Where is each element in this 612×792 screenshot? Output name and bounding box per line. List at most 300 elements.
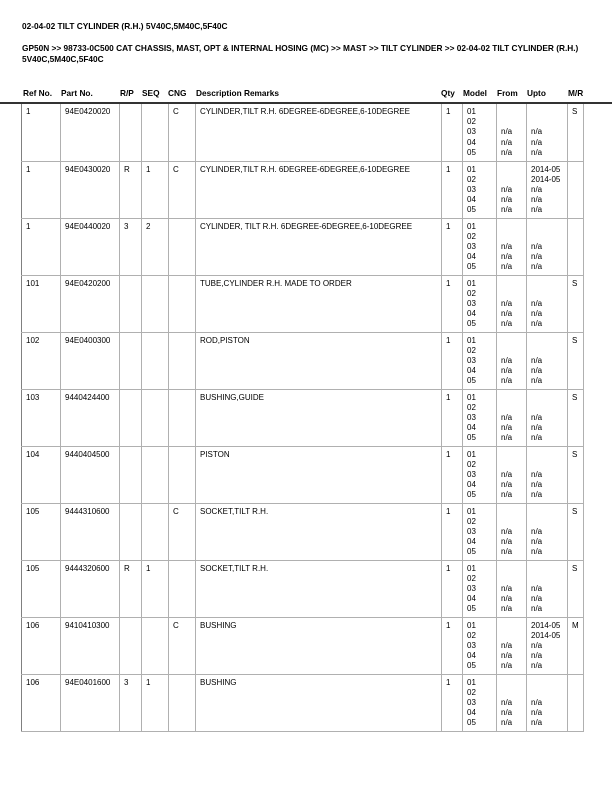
- model-value: 05: [467, 661, 476, 671]
- model-value: 04: [467, 423, 476, 433]
- model-value: 02: [467, 174, 476, 184]
- model-value: 02: [467, 630, 476, 640]
- from-cell: [497, 446, 527, 503]
- model-value: 05: [467, 547, 476, 557]
- cng-cell: [169, 560, 196, 617]
- model-value: 03: [467, 412, 476, 422]
- upto-value: n/a: [531, 127, 543, 137]
- part-no-cell: 94E0400300: [61, 332, 120, 389]
- header-ref-no: Ref No.: [23, 88, 53, 98]
- from-value: [501, 336, 522, 346]
- model-value: 04: [467, 195, 476, 205]
- from-value: n/a: [501, 594, 513, 604]
- from-value: [501, 289, 522, 299]
- upto-value: n/a: [531, 298, 543, 308]
- upto-value: [531, 289, 563, 299]
- part-no-cell: 94E0440020: [61, 218, 120, 275]
- upto-value: n/a: [531, 604, 543, 614]
- upto-value: n/a: [531, 376, 543, 386]
- from-value: [501, 460, 522, 470]
- from-value: n/a: [501, 490, 513, 500]
- description-cell: SOCKET,TILT R.H.: [196, 560, 442, 617]
- page-title: 02-04-02 TILT CYLINDER (R.H.) 5V40C,5M40C,5F40C: [22, 21, 228, 31]
- from-value: n/a: [501, 526, 513, 536]
- qty-cell: 1: [442, 275, 463, 332]
- cng-cell: [169, 674, 196, 731]
- qty-cell: 1: [442, 161, 463, 218]
- upto-value: [531, 564, 563, 574]
- model-value: 03: [467, 640, 476, 650]
- cng-cell: C: [169, 161, 196, 218]
- upto-value: n/a: [531, 651, 543, 661]
- model-value: 05: [467, 147, 476, 157]
- from-value: n/a: [501, 640, 513, 650]
- model-value: 01: [467, 620, 476, 630]
- upto-value: [531, 222, 563, 232]
- seq-cell: [142, 503, 169, 560]
- model-value: 04: [467, 137, 476, 147]
- part-no-cell: 9444310600: [61, 503, 120, 560]
- part-no-cell: 94E0420200: [61, 275, 120, 332]
- from-value: n/a: [501, 376, 513, 386]
- upto-value: n/a: [531, 594, 543, 604]
- rp-cell: [120, 389, 142, 446]
- upto-value: [531, 507, 563, 517]
- model-value: 01: [467, 563, 476, 573]
- upto-cell: [527, 218, 568, 275]
- header-description: Description Remarks: [196, 88, 280, 98]
- part-no-cell: 9410410300: [61, 617, 120, 674]
- from-value: [501, 175, 522, 185]
- cng-cell: C: [169, 503, 196, 560]
- description-cell: SOCKET,TILT R.H.: [196, 503, 442, 560]
- rp-cell: R: [120, 161, 142, 218]
- from-value: [501, 393, 522, 403]
- header-from: From: [497, 88, 518, 98]
- model-value: 05: [467, 604, 476, 614]
- from-value: [501, 574, 522, 584]
- model-value: 02: [467, 459, 476, 469]
- parts-table: [21, 104, 584, 732]
- description-cell: CYLINDER,TILT R.H. 6DEGREE-6DEGREE,6-10DEGREE: [196, 104, 442, 161]
- description-cell: BUSHING: [196, 617, 442, 674]
- upto-cell: [527, 560, 568, 617]
- ref-no-cell: 105: [22, 560, 61, 617]
- ref-no-cell: 103: [22, 389, 61, 446]
- ref-no-cell: 106: [22, 617, 61, 674]
- upto-value: 2014-05: [531, 164, 561, 174]
- model-value: 03: [467, 697, 476, 707]
- upto-value: n/a: [531, 547, 543, 557]
- model-value: 02: [467, 516, 476, 526]
- header-rp: R/P: [120, 88, 134, 98]
- model-cell: [463, 275, 497, 332]
- model-value: 02: [467, 288, 476, 298]
- model-value: 02: [467, 345, 476, 355]
- from-value: n/a: [501, 583, 513, 593]
- header-model: Model: [463, 88, 487, 98]
- model-value: 01: [467, 107, 476, 116]
- upto-value: n/a: [531, 526, 543, 536]
- model-value: 02: [467, 117, 476, 127]
- cng-cell: C: [169, 104, 196, 161]
- cng-cell: [169, 446, 196, 503]
- model-value: 03: [467, 298, 476, 308]
- model-value: 05: [467, 205, 476, 215]
- from-value: [501, 403, 522, 413]
- from-cell: [497, 104, 527, 161]
- ref-no-cell: 1: [22, 218, 61, 275]
- upto-value: n/a: [531, 195, 543, 205]
- from-cell: [497, 560, 527, 617]
- from-value: n/a: [501, 262, 513, 272]
- upto-value: [531, 117, 563, 127]
- table-row: [22, 332, 584, 389]
- upto-cell: [527, 332, 568, 389]
- rp-cell: R: [120, 560, 142, 617]
- upto-value: n/a: [531, 661, 543, 671]
- upto-value: n/a: [531, 184, 543, 194]
- breadcrumb: GP50N >> 98733-0C500 CAT CHASSIS, MAST, OPT & INTERNAL HOSING (MC) >> MAST >> TILT CYLINDER >> 02-04-02 TILT CYLINDER (R.H.) 5V40C,5M40C,5F40C: [22, 43, 579, 64]
- from-value: n/a: [501, 252, 513, 262]
- from-value: n/a: [501, 241, 513, 251]
- upto-value: 2014-05: [531, 174, 561, 184]
- mr-cell: [568, 218, 584, 275]
- seq-cell: [142, 389, 169, 446]
- upto-value: n/a: [531, 262, 543, 272]
- upto-value: n/a: [531, 640, 543, 650]
- cng-cell: C: [169, 617, 196, 674]
- upto-value: [531, 279, 563, 289]
- upto-value: [531, 232, 563, 242]
- model-value: 01: [467, 506, 476, 516]
- header-upto: Upto: [527, 88, 546, 98]
- rp-cell: [120, 104, 142, 161]
- upto-value: n/a: [531, 537, 543, 547]
- cng-cell: [169, 389, 196, 446]
- upto-value: n/a: [531, 241, 543, 251]
- model-cell: [463, 503, 497, 560]
- from-value: n/a: [501, 147, 513, 157]
- part-no-cell: 94E0430020: [61, 161, 120, 218]
- upto-value: [531, 107, 563, 117]
- from-value: n/a: [501, 319, 513, 329]
- model-cell: [463, 617, 497, 674]
- from-value: n/a: [501, 433, 513, 443]
- description-cell: BUSHING,GUIDE: [196, 389, 442, 446]
- from-value: n/a: [501, 469, 513, 479]
- from-value: [501, 279, 522, 289]
- upto-value: n/a: [531, 708, 543, 718]
- from-value: [501, 507, 522, 517]
- model-value: 04: [467, 252, 476, 262]
- from-value: [501, 222, 522, 232]
- from-value: n/a: [501, 412, 513, 422]
- ref-no-cell: 104: [22, 446, 61, 503]
- upto-value: n/a: [531, 697, 543, 707]
- from-value: [501, 107, 522, 117]
- from-value: [501, 621, 522, 631]
- model-value: 03: [467, 469, 476, 479]
- from-value: n/a: [501, 708, 513, 718]
- model-cell: [463, 446, 497, 503]
- table-row: [22, 218, 584, 275]
- model-value: 04: [467, 537, 476, 547]
- upto-cell: [527, 617, 568, 674]
- cng-cell: [169, 275, 196, 332]
- from-value: n/a: [501, 480, 513, 490]
- model-value: 01: [467, 278, 476, 288]
- model-cell: [463, 674, 497, 731]
- model-value: 05: [467, 490, 476, 500]
- mr-cell: S: [568, 560, 584, 617]
- qty-cell: 1: [442, 446, 463, 503]
- mr-cell: S: [568, 332, 584, 389]
- model-value: 01: [467, 392, 476, 402]
- from-value: n/a: [501, 547, 513, 557]
- upto-value: 2014-05: [531, 620, 561, 630]
- model-value: 03: [467, 355, 476, 365]
- from-value: [501, 688, 522, 698]
- from-value: n/a: [501, 127, 513, 137]
- upto-value: n/a: [531, 423, 543, 433]
- upto-value: n/a: [531, 718, 543, 728]
- from-cell: [497, 161, 527, 218]
- from-value: n/a: [501, 423, 513, 433]
- upto-cell: [527, 503, 568, 560]
- rp-cell: 3: [120, 674, 142, 731]
- from-value: n/a: [501, 195, 513, 205]
- seq-cell: [142, 104, 169, 161]
- description-cell: BUSHING: [196, 674, 442, 731]
- model-value: 05: [467, 262, 476, 272]
- model-value: 04: [467, 594, 476, 604]
- from-value: n/a: [501, 661, 513, 671]
- header-qty: Qty: [441, 88, 455, 98]
- qty-cell: 1: [442, 503, 463, 560]
- model-value: 03: [467, 583, 476, 593]
- ref-no-cell: 1: [22, 104, 61, 161]
- model-value: 02: [467, 687, 476, 697]
- upto-value: n/a: [531, 309, 543, 319]
- model-value: 03: [467, 241, 476, 251]
- description-cell: ROD,PISTON: [196, 332, 442, 389]
- upto-value: [531, 346, 563, 356]
- from-cell: [497, 503, 527, 560]
- model-value: 02: [467, 402, 476, 412]
- table-row: [22, 503, 584, 560]
- model-cell: [463, 161, 497, 218]
- seq-cell: [142, 446, 169, 503]
- qty-cell: 1: [442, 332, 463, 389]
- table-row: [22, 446, 584, 503]
- from-value: n/a: [501, 366, 513, 376]
- from-cell: [497, 389, 527, 446]
- upto-value: n/a: [531, 583, 543, 593]
- upto-cell: [527, 104, 568, 161]
- upto-value: [531, 574, 563, 584]
- table-row: [22, 560, 584, 617]
- upto-value: n/a: [531, 137, 543, 147]
- qty-cell: 1: [442, 218, 463, 275]
- from-value: [501, 631, 522, 641]
- qty-cell: 1: [442, 389, 463, 446]
- seq-cell: [142, 275, 169, 332]
- mr-cell: M: [568, 617, 584, 674]
- description-cell: TUBE,CYLINDER R.H. MADE TO ORDER: [196, 275, 442, 332]
- model-value: 01: [467, 221, 476, 231]
- model-value: 05: [467, 319, 476, 329]
- rp-cell: 3: [120, 218, 142, 275]
- upto-value: n/a: [531, 319, 543, 329]
- model-value: 05: [467, 718, 476, 728]
- table-row: [22, 389, 584, 446]
- qty-cell: 1: [442, 674, 463, 731]
- table-row: [22, 275, 584, 332]
- upto-value: n/a: [531, 147, 543, 157]
- header-seq: SEQ: [142, 88, 160, 98]
- upto-value: [531, 460, 563, 470]
- model-value: 02: [467, 573, 476, 583]
- model-cell: [463, 218, 497, 275]
- mr-cell: S: [568, 503, 584, 560]
- qty-cell: 1: [442, 617, 463, 674]
- rp-cell: [120, 446, 142, 503]
- table-row: [22, 617, 584, 674]
- mr-cell: S: [568, 275, 584, 332]
- table-row: [22, 104, 584, 161]
- model-value: 03: [467, 127, 476, 137]
- upto-cell: [527, 446, 568, 503]
- part-no-cell: 9444320600: [61, 560, 120, 617]
- description-cell: CYLINDER, TILT R.H. 6DEGREE-6DEGREE,6-10DEGREE: [196, 218, 442, 275]
- model-value: 04: [467, 708, 476, 718]
- ref-no-cell: 1: [22, 161, 61, 218]
- model-cell: [463, 560, 497, 617]
- header-cng: CNG: [168, 88, 187, 98]
- model-value: 04: [467, 480, 476, 490]
- cng-cell: [169, 218, 196, 275]
- model-value: 04: [467, 651, 476, 661]
- model-cell: [463, 332, 497, 389]
- mr-cell: S: [568, 104, 584, 161]
- mr-cell: S: [568, 446, 584, 503]
- model-cell: [463, 104, 497, 161]
- from-cell: [497, 218, 527, 275]
- model-value: 04: [467, 366, 476, 376]
- model-value: 01: [467, 335, 476, 345]
- rp-cell: [120, 617, 142, 674]
- from-value: n/a: [501, 718, 513, 728]
- from-value: [501, 165, 522, 175]
- from-value: n/a: [501, 309, 513, 319]
- from-value: n/a: [501, 137, 513, 147]
- upto-value: 2014-05: [531, 630, 561, 640]
- upto-value: [531, 678, 563, 688]
- model-value: 05: [467, 376, 476, 386]
- upto-value: [531, 450, 563, 460]
- from-value: n/a: [501, 184, 513, 194]
- upto-value: [531, 517, 563, 527]
- from-cell: [497, 275, 527, 332]
- seq-cell: 2: [142, 218, 169, 275]
- mr-cell: [568, 161, 584, 218]
- upto-value: n/a: [531, 252, 543, 262]
- upto-value: n/a: [531, 355, 543, 365]
- upto-value: [531, 336, 563, 346]
- upto-value: n/a: [531, 469, 543, 479]
- upto-value: n/a: [531, 412, 543, 422]
- model-value: 05: [467, 433, 476, 443]
- seq-cell: 1: [142, 161, 169, 218]
- upto-value: [531, 403, 563, 413]
- header-mr: M/R: [568, 88, 584, 98]
- seq-cell: [142, 617, 169, 674]
- from-value: [501, 450, 522, 460]
- upto-value: n/a: [531, 433, 543, 443]
- ref-no-cell: 106: [22, 674, 61, 731]
- from-value: n/a: [501, 651, 513, 661]
- model-value: 01: [467, 677, 476, 687]
- qty-cell: 1: [442, 104, 463, 161]
- model-value: 01: [467, 164, 476, 174]
- upto-value: [531, 393, 563, 403]
- from-value: [501, 232, 522, 242]
- upto-value: [531, 688, 563, 698]
- from-value: [501, 564, 522, 574]
- rp-cell: [120, 503, 142, 560]
- from-cell: [497, 674, 527, 731]
- upto-cell: [527, 674, 568, 731]
- from-value: n/a: [501, 604, 513, 614]
- table-row: [22, 161, 584, 218]
- mr-cell: [568, 674, 584, 731]
- rp-cell: [120, 332, 142, 389]
- part-no-cell: 94E0401600: [61, 674, 120, 731]
- model-value: 03: [467, 184, 476, 194]
- table-row: [22, 674, 584, 731]
- seq-cell: 1: [142, 674, 169, 731]
- from-value: n/a: [501, 298, 513, 308]
- cng-cell: [169, 332, 196, 389]
- mr-cell: S: [568, 389, 584, 446]
- upto-value: n/a: [531, 490, 543, 500]
- part-no-cell: 9440404500: [61, 446, 120, 503]
- model-value: 01: [467, 449, 476, 459]
- description-cell: CYLINDER,TILT R.H. 6DEGREE-6DEGREE,6-10DEGREE: [196, 161, 442, 218]
- header-part-no: Part No.: [61, 88, 93, 98]
- from-cell: [497, 617, 527, 674]
- from-value: n/a: [501, 697, 513, 707]
- part-no-cell: 94E0420020: [61, 104, 120, 161]
- qty-cell: 1: [442, 560, 463, 617]
- model-value: 02: [467, 231, 476, 241]
- from-value: n/a: [501, 537, 513, 547]
- upto-value: n/a: [531, 480, 543, 490]
- from-value: n/a: [501, 205, 513, 215]
- ref-no-cell: 105: [22, 503, 61, 560]
- from-cell: [497, 332, 527, 389]
- description-cell: PISTON: [196, 446, 442, 503]
- from-value: [501, 678, 522, 688]
- upto-cell: [527, 389, 568, 446]
- model-value: 04: [467, 309, 476, 319]
- model-value: 03: [467, 526, 476, 536]
- from-value: [501, 346, 522, 356]
- seq-cell: [142, 332, 169, 389]
- upto-value: n/a: [531, 366, 543, 376]
- from-value: n/a: [501, 355, 513, 365]
